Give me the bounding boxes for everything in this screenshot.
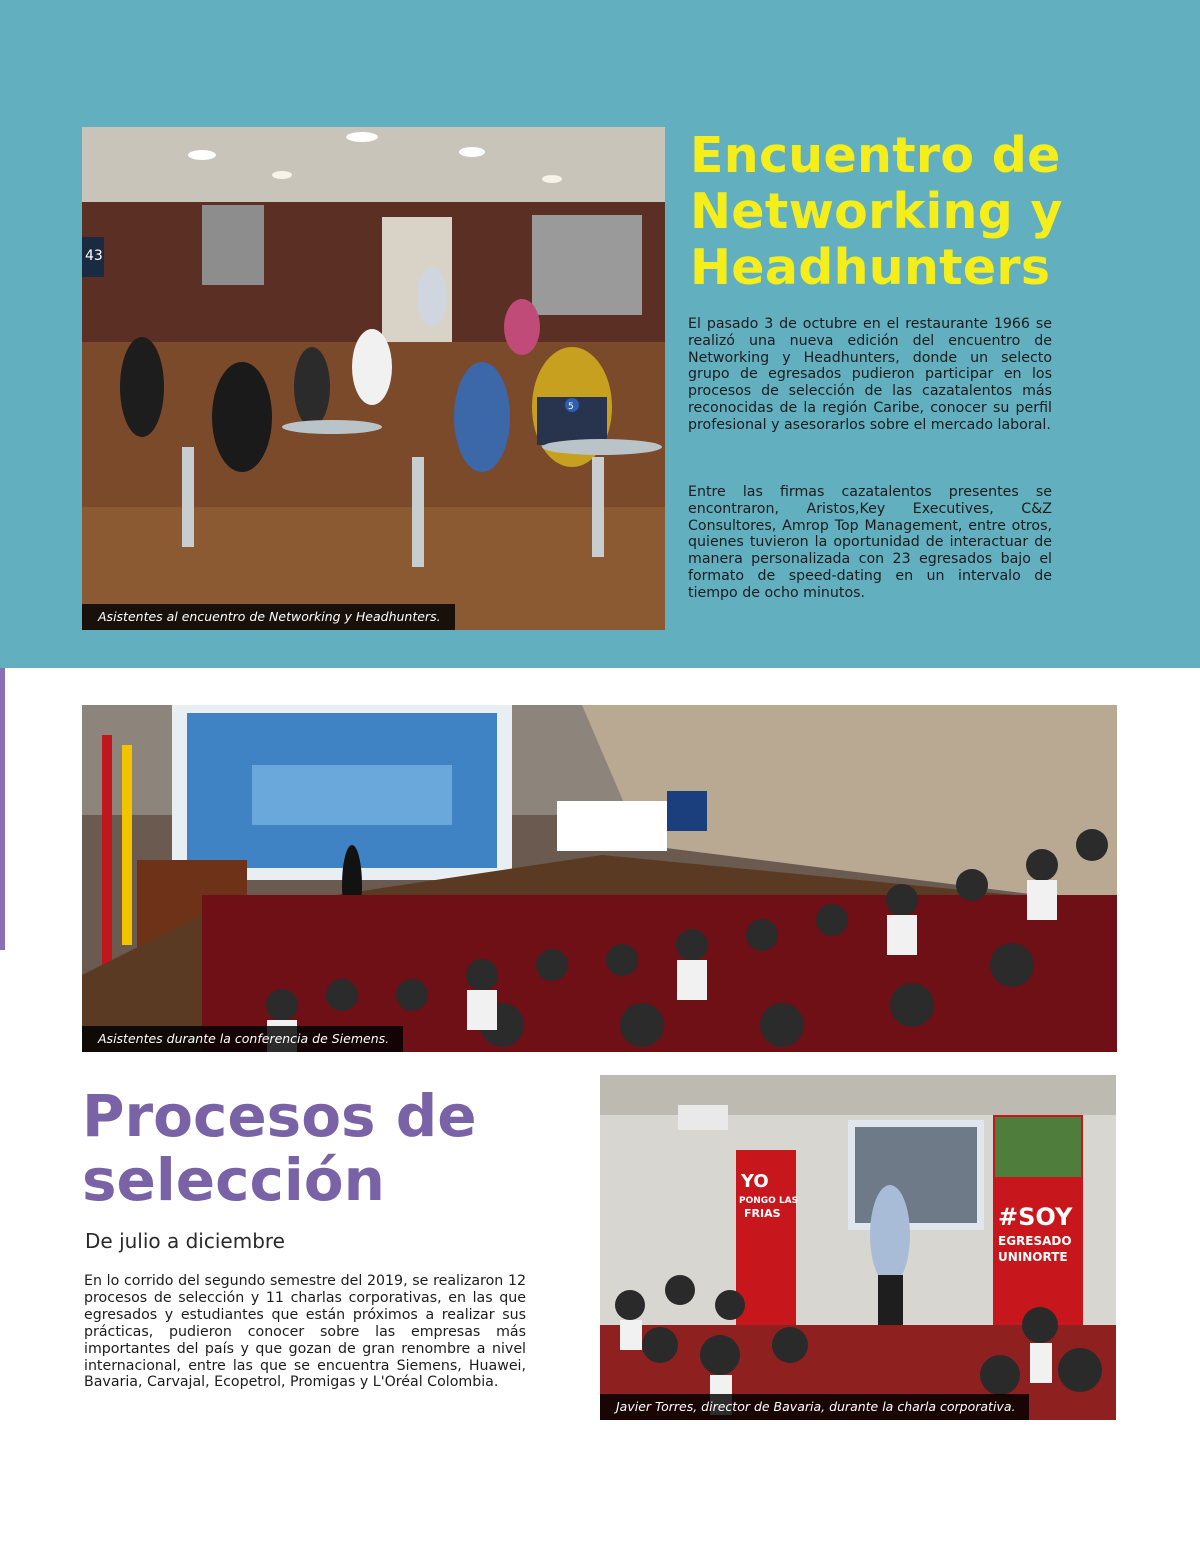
corporate-talk-photo-caption: Javier Torres, director de Bavaria, durante la charla corporativa. (600, 1394, 1029, 1420)
networking-title (690, 128, 1150, 296)
banner-right-line: UNINORTE (998, 1250, 1068, 1264)
networking-photo (82, 127, 665, 630)
banner-right-line: #SOY (998, 1203, 1073, 1231)
procesos-title (82, 1084, 582, 1212)
networking-title-line: Headhunters (690, 239, 1051, 296)
networking-title-line: Encuentro de (690, 127, 1061, 184)
banner-left-line: FRIAS (744, 1207, 781, 1220)
procesos-paragraph: En lo corrido del segundo semestre del 2019, se realizaron 12 procesos de selección y 11 charlas corporativas, en las que egresados y estudiantes que están próximos a realizar sus prácticas, pudieron conocer sobre las empresas más importantes del país y que gozan de gran renombre a nivel internacional, entre las que se encuentra Siemens, Huawei, Bavaria, Carvajal, Ecopetrol, Promigas y L'Oréal Colombia. (84, 1273, 526, 1391)
sign-number: 43 (85, 248, 103, 264)
table-number: 5 (568, 402, 574, 412)
conference-photo (82, 705, 1117, 1052)
banner-right-line: EGRESADO (998, 1234, 1072, 1248)
procesos-title-line: selección (82, 1146, 385, 1214)
networking-photo-caption: Asistentes al encuentro de Networking y Headhunters. (82, 604, 455, 630)
corporate-talk-photo (600, 1075, 1116, 1420)
networking-paragraph-1: El pasado 3 de octubre en el restaurante 1966 se realizó una nueva edición del encuentro de Networking y Headhunters, donde un selecto grupo de egresados pudieron participar en los procesos de selección de las cazatalentos más reconocidas de la región Caribe, conocer su perfil profesional y asesorarlos sobre el mercado laboral. (688, 316, 1052, 433)
networking-title-line: Networking y (690, 183, 1063, 240)
procesos-subtitle: De julio a diciembre (85, 1229, 285, 1253)
banner-left-line: YO (741, 1171, 769, 1192)
banner-left-line: PONGO LAS (739, 1196, 799, 1206)
networking-paragraph-2: Entre las firmas cazatalentos presentes se encontraron, Aristos,Key Executives, C&Z Consultores, Amrop Top Management, entre otros, quienes tuvieron la oportunidad de interactuar de manera personalizada con 23 egresados bajo el formato de speed-dating en un intervalo de tiempo de ocho minutos. (688, 484, 1052, 601)
conference-photo-caption: Asistentes durante la conferencia de Siemens. (82, 1026, 403, 1052)
procesos-title-line: Procesos de (82, 1082, 477, 1150)
